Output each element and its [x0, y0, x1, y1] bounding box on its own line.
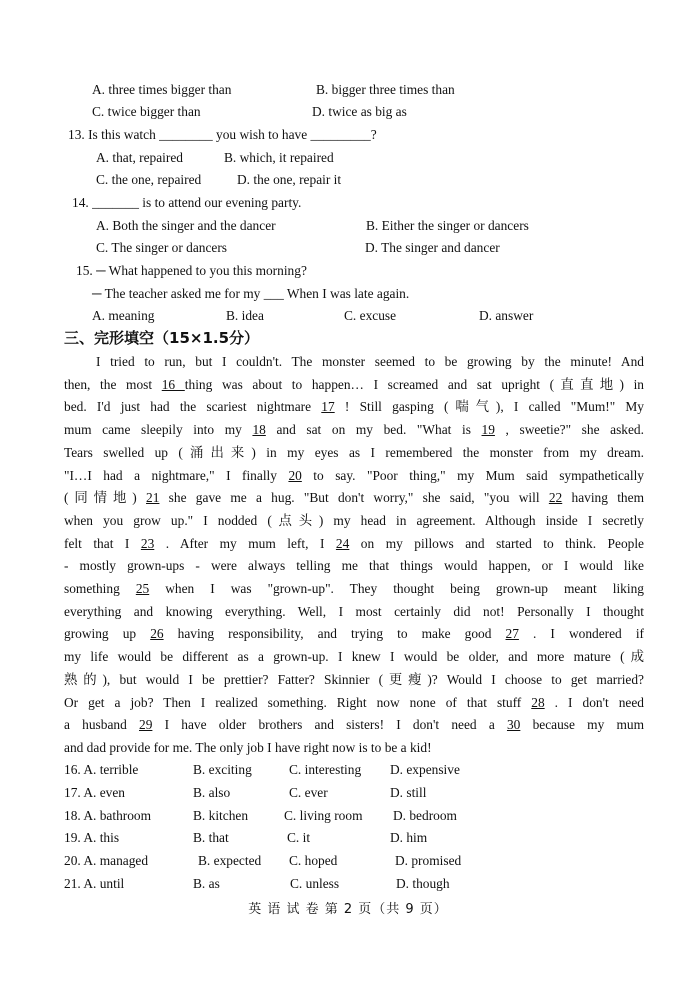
q14-option-a: A. Both the singer and the dancer — [96, 218, 276, 233]
option-choice: C. living room — [284, 807, 363, 823]
passage-line — [64, 648, 644, 666]
option-choice: C. it — [287, 830, 311, 846]
passage-line — [64, 716, 644, 734]
q13-option-b: B. which, it repaired — [224, 150, 334, 165]
passage-text: and sat on my bed. "What is — [265, 422, 482, 438]
option-choice: C. hoped — [289, 853, 338, 869]
q14-option-c: C. The singer or dancers — [96, 240, 228, 255]
passage-text: and dad provide for me. The only job I have right now is to be a kid! — [64, 739, 432, 755]
blank-number: 28 — [531, 694, 545, 710]
q12-option-d: D. twice as big as — [312, 104, 407, 119]
passage-text: everything and knowing everything. Well, I most certainly did not! Personally I thought — [64, 603, 644, 619]
q15-option-d: D. answer — [479, 308, 534, 323]
blank-number: 30 — [506, 717, 521, 733]
passage-line — [64, 557, 644, 575]
passage-line — [64, 671, 644, 689]
passage-text: felt that I — [64, 535, 141, 551]
blank-number: 26 — [150, 626, 164, 642]
option-choice: D. expensive — [390, 762, 460, 777]
passage-text: . I wondered if — [518, 626, 644, 642]
q13-option-d: D. the one, repair it — [237, 172, 342, 187]
passage-text: mum came sleepily into my — [64, 422, 253, 438]
page-footer: 英 语 试 卷 第 2 页（共 9 页） — [248, 902, 448, 917]
option-choice: B. as — [193, 876, 220, 891]
passage-text: Tears swelled up (涌出来) in my eyes as I remembered the monster from my dream. — [64, 444, 644, 460]
passage-line — [64, 398, 644, 416]
option-question: 20. A. managed — [64, 853, 149, 869]
passage-text: . After my mum left, I — [154, 535, 336, 551]
option-question: 16. A. terrible — [64, 762, 139, 777]
option-choice: C. interesting — [289, 762, 362, 777]
q12-option-b: B. bigger three times than — [316, 82, 455, 97]
passage-text: Or get a job? Then I realized something. Right now none of that stuff — [64, 694, 532, 710]
option-choice: D. still — [390, 784, 427, 800]
q15-option-c: C. excuse — [344, 308, 397, 323]
blank-number: 29 — [139, 717, 153, 733]
passage-text: thing was about to happen… I screamed and sat upright (直直地) in — [184, 376, 644, 392]
passage-text: something — [64, 581, 136, 596]
passage-text: (同情地) — [64, 490, 147, 506]
passage-text: "I…I had a nightmare," I finally — [64, 467, 289, 483]
q15-option-b: B. idea — [226, 308, 264, 323]
blank-number: 16 — [161, 376, 185, 392]
q15-stem: 15. ─ What happened to you this morning? — [76, 263, 307, 278]
blank-number: 19 — [481, 422, 495, 438]
option-question: 19. A. this — [64, 830, 120, 846]
passage-text: I have older brothers and sisters! I don't need a — [152, 717, 507, 733]
q14-stem: 14. _______ is to attend our evening party. — [72, 195, 302, 210]
passage-text: 熟的), but would I be prettier? Fatter? Skinnier (更瘦)? Would I choose to get married? — [64, 671, 644, 687]
option-question: 18. A. bathroom — [64, 807, 152, 823]
passage-line — [64, 535, 644, 553]
passage-text: - mostly grown-ups - were always telling me that things would happen, or I would like — [64, 558, 644, 574]
passage-line — [64, 467, 644, 485]
passage-text: having responsibility, and trying to make good — [163, 626, 506, 642]
blank-number: 25 — [135, 581, 150, 596]
passage-line — [64, 353, 644, 371]
passage-text: on my pillows and started to think. People — [349, 535, 644, 551]
blank-number: 18 — [252, 422, 266, 438]
option-question: 17. A. even — [64, 784, 125, 800]
passage-text: then, the most — [64, 376, 162, 392]
passage-text: ! Still gasping (喘气), I called "Mum!" My — [334, 399, 644, 415]
blank-number: 20 — [288, 467, 302, 483]
passage-line — [64, 512, 644, 530]
option-choice: B. expected — [198, 853, 262, 869]
passage-line — [64, 694, 644, 712]
option-choice: D. him — [390, 830, 428, 846]
q13-stem: 13. Is this watch ________ you wish to have _________? — [68, 127, 377, 142]
blank-number: 22 — [548, 490, 563, 506]
passage-line — [64, 580, 644, 598]
q15-response: ─ The teacher asked me for my ___ When I was late again. — [92, 286, 410, 301]
passage-line — [64, 489, 644, 507]
option-choice: B. kitchen — [193, 807, 249, 823]
option-choice: D. bedroom — [393, 807, 457, 823]
blank-number: 23 — [140, 535, 155, 551]
blank-number: 24 — [335, 535, 350, 551]
passage-line — [64, 625, 644, 643]
passage-text: my life would be different as a grown-up. I knew I would be older, and more mature (成 — [64, 649, 644, 665]
passage-text: growing up — [64, 626, 151, 642]
option-choice: B. exciting — [193, 762, 252, 777]
blank-number: 17 — [321, 399, 335, 415]
section-title: 三、完形填空（15×1.5分） — [64, 329, 260, 347]
q14-option-d: D. The singer and dancer — [365, 240, 500, 255]
passage-line — [64, 444, 644, 462]
passage-text: , sweetie?" she asked. — [494, 422, 644, 438]
option-question: 21. A. until — [64, 876, 125, 891]
q12-option-a: A. three times bigger than — [92, 82, 232, 97]
option-choice: C. ever — [289, 784, 328, 800]
passage-text: bed. I'd just had the scariest nightmare — [64, 399, 322, 415]
option-choice: B. that — [193, 830, 229, 846]
option-choice: D. though — [396, 876, 450, 891]
passage-line — [64, 739, 644, 757]
q14-option-b: B. Either the singer or dancers — [366, 218, 529, 233]
passage-text: because my mum — [520, 717, 644, 733]
passage-text: having them — [562, 490, 644, 506]
passage-line — [64, 421, 644, 439]
q13-option-c: C. the one, repaired — [96, 172, 202, 187]
passage-text: when you grow up." I nodded (点头) my head in agreement. Although inside I secretly — [64, 512, 644, 528]
q12-option-c: C. twice bigger than — [92, 104, 201, 119]
option-choice: B. also — [193, 784, 231, 800]
q15-option-a: A. meaning — [92, 308, 155, 323]
passage-line — [64, 603, 644, 621]
blank-number: 21 — [146, 490, 160, 506]
passage-line — [64, 376, 644, 394]
option-choice: C. unless — [290, 876, 340, 891]
blank-number: 27 — [505, 626, 519, 642]
passage-text: I tried to run, but I couldn't. The monster seemed to be growing by the minute! And — [96, 354, 644, 369]
passage-text: to say. "Poor thing," my Mum said sympathetically — [301, 467, 644, 483]
passage-text: . I don't need — [544, 694, 644, 710]
option-choice: D. promised — [395, 853, 462, 869]
q13-option-a: A. that, repaired — [96, 150, 183, 165]
passage-text: a husband — [64, 717, 139, 733]
passage-text: when I was "grown-up". They thought being grown-up meant liking — [149, 581, 644, 596]
passage-text: she gave me a hug. "But don't worry," she said, "you will — [159, 490, 549, 506]
